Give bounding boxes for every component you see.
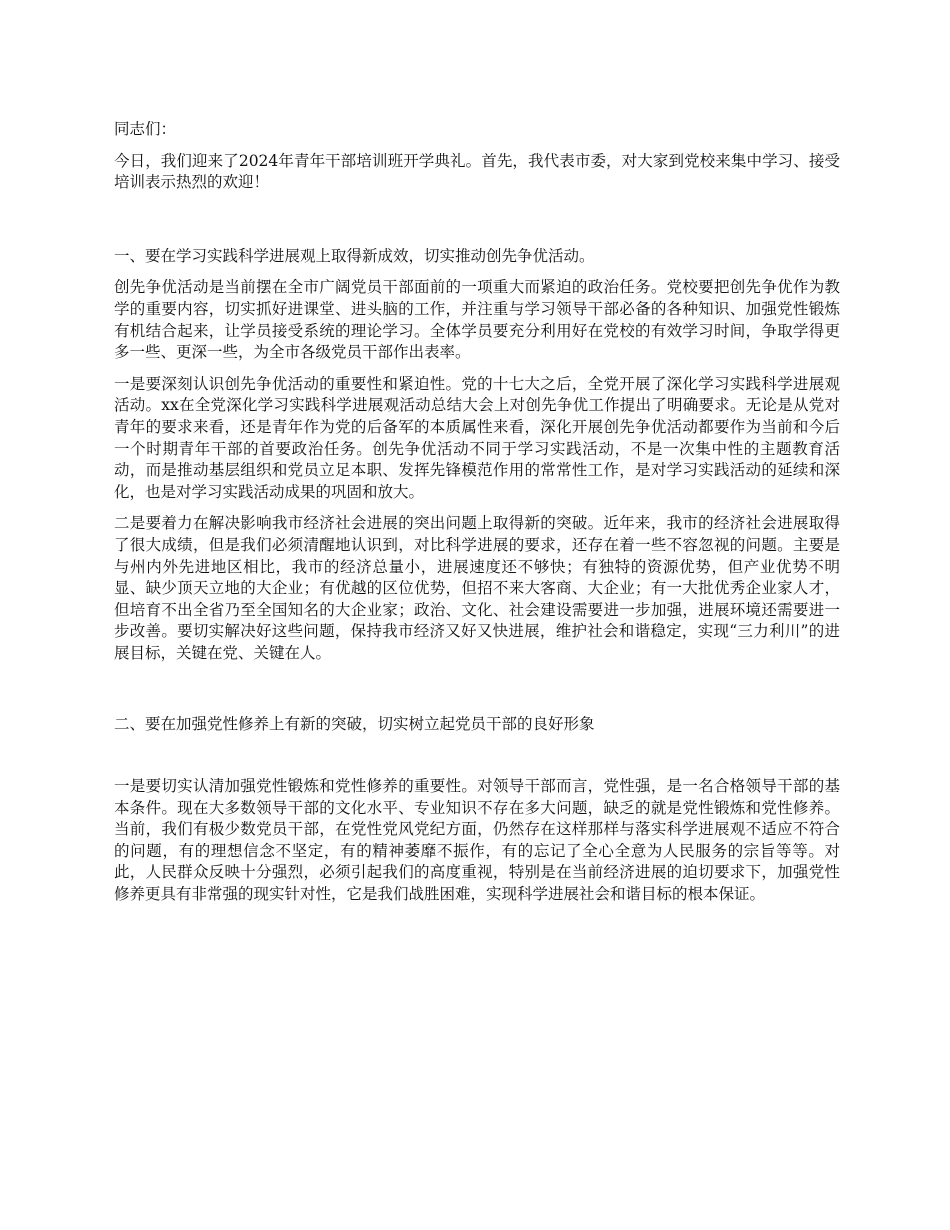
spacer bbox=[114, 736, 840, 776]
document-page bbox=[114, 119, 840, 916]
section-1-paragraph-3: 二是要着力在解决影响我市经济社会进展的突出问题上取得新的突破。近年来，我市的经济社会进展取得了很大成绩，但是我们必须清醒地认识到，对比科学进展的要求，还存在着一些不容忽视的问题。主要是与州内外先进地区相比，我市的经济总量小，进展速度还不够快；有独特的资源优势，但产业优势不明显、缺少顶天立地的大企业；有优越的区位优势，但招不来大客商、大企业；有一大批优秀企业家人才，但培育不出全省乃至全国知名的大企业家；政治、文化、社会建设需要进一步加强，进展环境还需要进一步改善。要切实解决好这些问题，保持我市经济又好又快进展，维护社会和谐稳定，实现“三力利川”的进展目标，关键在党、关键在人。 bbox=[114, 514, 840, 662]
section-1-paragraph-2: 一是要深刻认识创先争优活动的重要性和紧迫性。党的十七大之后，全党开展了深化学习实践科学进展观活动。xx在全党深化学习实践科学进展观活动总结大会上对创先争优工作提出了明确要求。无论是从党对青年的要求来看，还是青年作为党的后备军的本质属性来看，深化开展创先争优活动都要作为当前和今后一个时期青年干部的首要政治任务。创先争优活动不同于学习实践活动，不是一次集中性的主题教育活动，而是推动基层组织和党员立足本职、发挥先锋模范作用的常常性工作，是对学习实践活动的延续和深化，也是对学习实践活动成果的巩固和放大。 bbox=[114, 374, 840, 501]
section-1-heading: 一、要在学习实践科学进展观上取得新成效，切实推动创先争优活动。 bbox=[114, 246, 595, 265]
spacer bbox=[114, 204, 840, 246]
spacer bbox=[114, 674, 840, 714]
section-2-heading: 二、要在加强党性修养上有新的突破，切实树立起党员干部的良好形象 bbox=[114, 715, 595, 734]
intro-paragraph: 今日，我们迎来了2024年青年干部培训班开学典礼。首先，我代表市委，对大家到党校来集中学习、接受培训表示热烈的欢迎！ bbox=[114, 151, 840, 192]
greeting: 同志们： bbox=[114, 120, 177, 138]
section-1-paragraph-1: 创先争优活动是当前摆在全市广阔党员干部面前的一项重大而紧迫的政治任务。党校要把创先争优作为教学的重要内容，切实抓好进课堂、进头脑的工作，并注重与学习领导干部必备的各种知识、加强党性锻炼有机结合起来，让学员接受系统的理论学习。全体学员要充分利用好在党校的有效学习时间，争取学得更多一些、更深一些，为全市各级党员干部作出表率。 bbox=[114, 278, 840, 362]
section-2-paragraph-1: 一是要切实认清加强党性锻炼和党性修养的重要性。对领导干部而言，党性强，是一名合格领导干部的基本条件。现在大多数领导干部的文化水平、专业知识不存在多大问题，缺乏的就是党性锻炼和党性修养。当前，我们有极少数党员干部，在党性党风党纪方面，仍然存在这样那样与落实科学进展观不适应不符合的问题，有的理想信念不坚定，有的精神萎靡不振作，有的忘记了全心全意为人民服务的宗旨等等。对此，人民群众反映十分强烈，必须引起我们的高度重视，特别是在当前经济进展的迫切要求下，加强党性修养更具有非常强的现实针对性，它是我们战胜困难，实现科学进展社会和谐目标的根本保证。 bbox=[114, 777, 840, 904]
